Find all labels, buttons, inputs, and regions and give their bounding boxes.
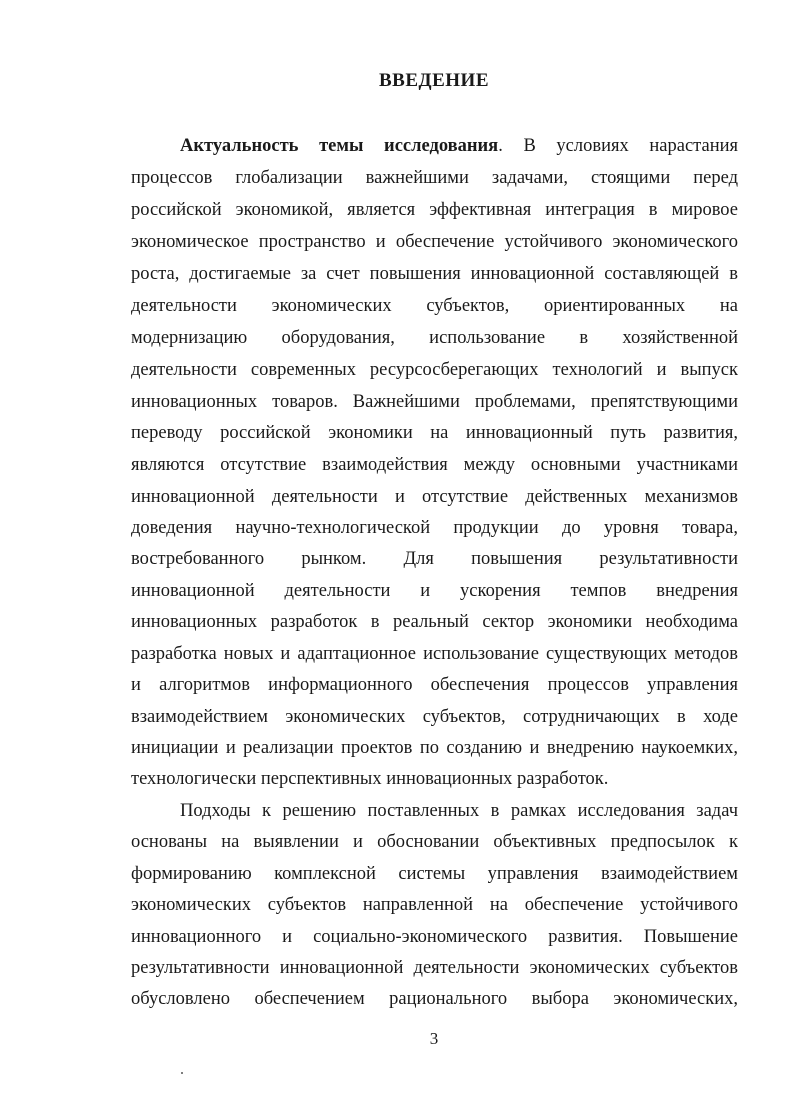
paragraph-line: роста, достигаемые за счет повышения инновационной составляющей в [131, 264, 738, 284]
page-number: 3 [429, 1029, 439, 1048]
paragraph-line: российской экономикой, является эффективная интеграция в мировое [131, 200, 738, 220]
paragraph-line [180, 134, 738, 158]
paragraph-line: переводу российской экономики на инновационный путь развития, [131, 423, 738, 443]
paragraph-line: являются отсутствие взаимодействия между основными участниками [131, 455, 738, 475]
paragraph-line: и алгоритмов информационного обеспечения процессов управления [131, 675, 738, 695]
paragraph-line: инновационной деятельности и ускорения темпов внедрения [131, 581, 738, 601]
paragraph-line: экономическое пространство и обеспечение устойчивого экономического [131, 232, 738, 252]
paragraph-line: инновационных разработок в реальный сектор экономики необходима [131, 612, 738, 632]
paragraph-line: экономических субъектов направленной на обеспечение устойчивого [131, 895, 738, 915]
paragraph-text: . В условиях нарастания [498, 136, 738, 156]
scan-speck [181, 1072, 183, 1074]
paragraph-line: деятельности современных ресурсосберегающих технологий и выпуск [131, 360, 738, 380]
paragraph-line: основаны на выявлении и обосновании объективных предпосылок к [131, 832, 738, 852]
paragraph-line: обусловлено обеспечением рационального выбора экономических, [131, 989, 738, 1009]
paragraph-line: модернизацию оборудования, использование в хозяйственной [131, 328, 738, 348]
paragraph-line: инновационной деятельности и отсутствие действенных механизмов [131, 487, 738, 507]
paragraph-line: формированию комплексной системы управления взаимодействием [131, 864, 738, 884]
section-heading: ВВЕДЕНИЕ [379, 70, 489, 91]
paragraph-line: инновационного и социально-экономического развития. Повышение [131, 927, 738, 947]
paragraph-line: результативности инновационной деятельности экономических субъектов [131, 958, 738, 978]
paragraph-line: инициации и реализации проектов по созданию и внедрению наукоемких, [131, 738, 738, 758]
topic-relevance-lead: Актуальность темы исследования [180, 136, 499, 156]
paragraph-line: технологически перспективных инновационных разработок. [131, 769, 609, 789]
paragraph-line: доведения научно-технологической продукции до уровня товара, [131, 518, 738, 538]
paragraph-line: деятельности экономических субъектов, ориентированных на [131, 296, 738, 316]
paragraph-line: инновационных товаров. Важнейшими проблемами, препятствующими [131, 392, 738, 412]
paragraph-line: разработка новых и адаптационное использование существующих методов [131, 644, 738, 664]
paragraph-line: взаимодействием экономических субъектов, сотрудничающих в ходе [131, 707, 738, 727]
paragraph-line: востребованного рынком. Для повышения результативности [131, 549, 738, 569]
paragraph-line: Подходы к решению поставленных в рамках исследования задач [180, 801, 738, 821]
paragraph-line: процессов глобализации важнейшими задачами, стоящими перед [131, 168, 738, 188]
